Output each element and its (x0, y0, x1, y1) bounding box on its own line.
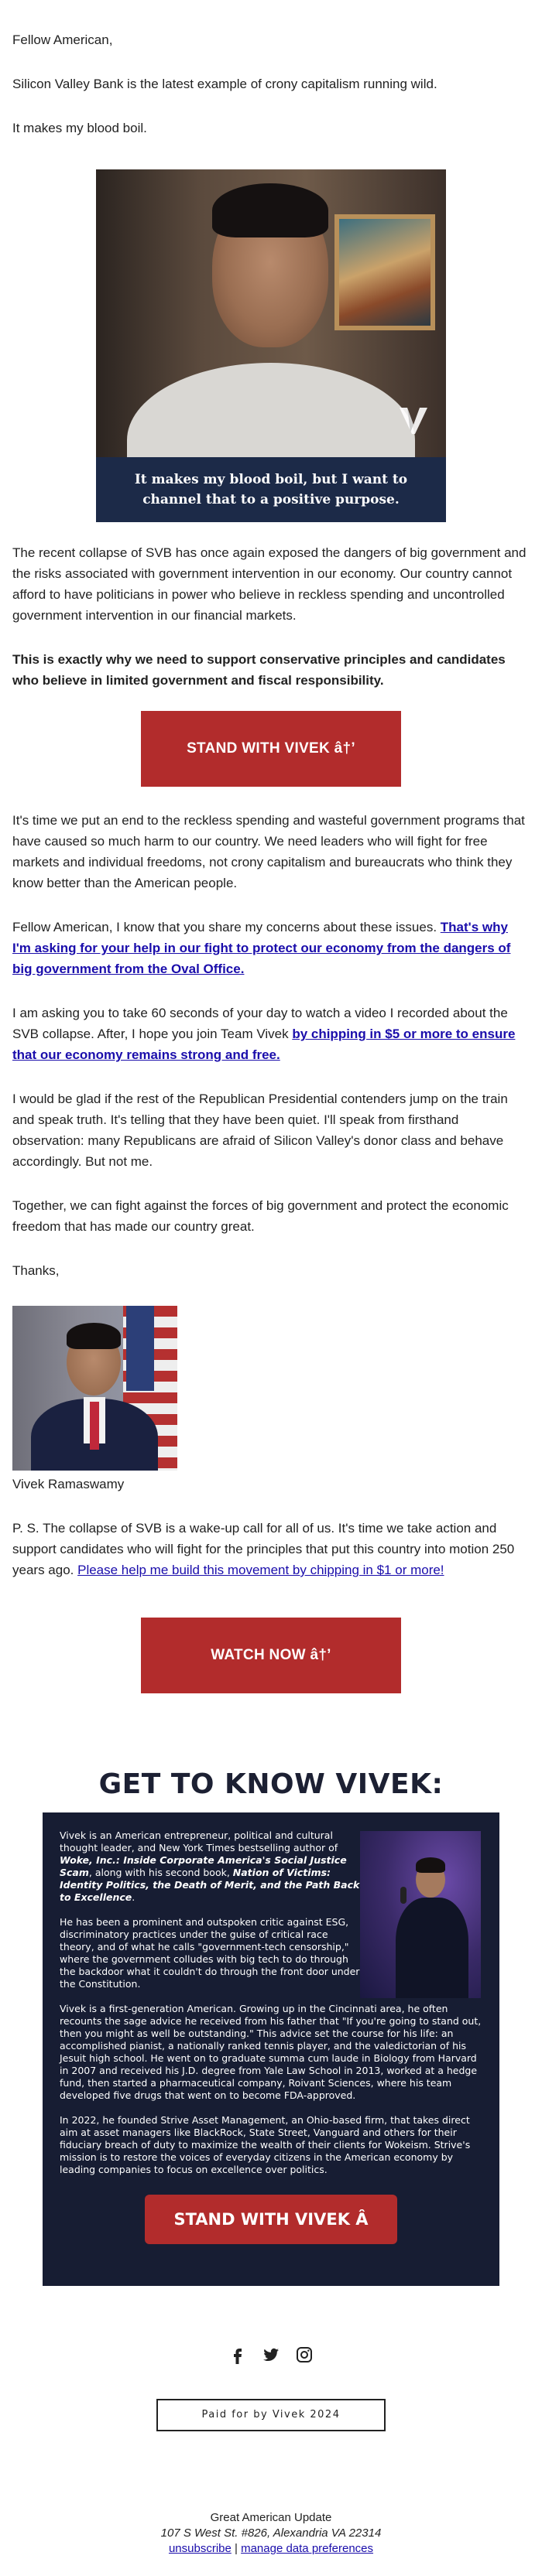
help-fight-link[interactable]: That's why I'm asking for your help in our fight to protect our economy from the dangers of big government from the Oval Office. (12, 920, 511, 976)
bio-paragraph-4: In 2022, he founded Strive Asset Management, an Ohio-based firm, that takes direct aim at asset managers like BlackRock, State Street, Vanguard and others for their fiduciary breach of duty to maximize the wealth of their clients for Wokeism. Strive's mission is to restore the voices of everyday citizens in the American economy by leading companies to focus on excellence over politics. (60, 2114, 471, 2175)
get-to-know-title: GET TO KNOW VIVEK: (98, 1768, 444, 1800)
bio-paragraph-2: He has been a prominent and outspoken critic against ESG, discriminatory practices under the guise of critical race theory, and of what he calls "government-tech censorship," where the government colludes with big tech to do through the backdoor what it couldn't do through the front door under the Constitution. (60, 1916, 360, 1990)
greeting: Fellow American, (12, 32, 113, 47)
painting-image (334, 214, 435, 330)
video-frame[interactable] (96, 169, 446, 522)
instagram-icon[interactable] (295, 2345, 314, 2364)
paragraph-reckless-spending: It's time we put an end to the reckless spending and wasteful government programs that have caused so much harm to our country. We need leaders who will fight for free markets and individual freedoms, not crony capitalism and bureaucrats who think they know better than the American people. (12, 813, 525, 890)
concerns-text: Fellow American, I know that you share my concerns about these issues. (12, 920, 441, 934)
paragraph-collapse: The recent collapse of SVB has once again exposed the dangers of big government and the risks associated with government intervention in our economy. Our country cannot afford to have politicians in power who believe in reckless spending and uncontrolled government intervention in our financial markets. (12, 545, 527, 623)
microphone-icon (400, 1887, 406, 1904)
footer-separator: | (231, 2542, 242, 2555)
bio-column-top (60, 1830, 360, 1990)
social-links (0, 2343, 542, 2362)
facebook-icon[interactable] (228, 2345, 247, 2364)
bio-paragraph-3: Vivek is a first-generation American. Growing up in the Cincinnati area, he often recounts the sage advice he received from his father that "If you're going to stand out, then you might as well be outstanding." This advice set the course for his life: an accomplished pianist, a nationally ranked tennis player, and the valedictorian of his Jesuit high school. He went on to graduate summa cum laude in Biology from Harvard in 2007 and received his J.D. degree from Yale Law School in 2013, worked at a hedge fund, then started a pharmaceutical company, Roivant Sciences, where his team developed five drugs that went on to become FDA-approved. (60, 2003, 482, 2101)
bio-photo-suit (396, 1898, 468, 1998)
paragraph-blood-boil: It makes my blood boil. (12, 121, 147, 135)
bio-intro-text: Vivek is an American entrepreneur, political and cultural thought leader, and New York Times bestselling author of (60, 1830, 338, 1853)
video-thumbnail[interactable] (96, 169, 446, 522)
unsubscribe-link[interactable]: unsubscribe (168, 2542, 232, 2555)
portrait-hair (67, 1323, 121, 1349)
bio-photo (360, 1831, 481, 1998)
paragraph-republicans: I would be glad if the rest of the Republican Presidential contenders jump on the train and speak truth. It's telling that they have been quiet. I'll speak from firsthand observation: many Republicans are afraid of Silicon Valley's donor class and behave accordingly. But not me. (12, 1092, 508, 1169)
footer (0, 2510, 542, 2557)
speaker-hair (212, 183, 328, 237)
bio-photo-hair (416, 1857, 445, 1873)
paragraph-concerns (12, 917, 530, 979)
footer-org: Great American Update (210, 2511, 332, 2524)
watch-now-button[interactable]: WATCH NOW â†’ (141, 1618, 401, 1693)
caption-line-1: It makes my blood boil, but I want to (134, 472, 408, 487)
video-request-text: I am asking you to take 60 seconds of your day to watch a video I recorded about the SVB collapse. After, I hope you join Team Vivek (12, 1006, 508, 1041)
manage-preferences-link[interactable]: manage data preferences (241, 2542, 374, 2555)
twitter-icon[interactable] (262, 2345, 280, 2364)
bio-paragraph-1 (60, 1830, 360, 1904)
portrait-tie (90, 1402, 99, 1450)
caption-line-2: channel that to a positive purpose. (142, 492, 400, 507)
ps-text: P. S. The collapse of SVB is a wake-up call for all of us. It's time we take action and support candidates who will fight for the principles that put this country into motion 250 years ago. (12, 1521, 515, 1577)
paid-for-disclaimer: Paid for by Vivek 2024 (156, 2399, 386, 2431)
cta-wrap-2 (12, 1618, 530, 1693)
cta-wrap-1 (12, 711, 530, 787)
vivek-logo-icon (398, 405, 429, 436)
bio-card (43, 1812, 499, 2286)
video-caption (96, 457, 446, 522)
chip-in-5-link[interactable]: by chipping in $5 or more to ensure that our economy remains strong and free. (12, 1027, 516, 1062)
paragraph-video-request (12, 1003, 530, 1065)
signature-name: Vivek Ramaswamy (12, 1477, 125, 1491)
thanks: Thanks, (12, 1263, 60, 1278)
footer-address: 107 S West St. #826, Alexandria VA 22314 (160, 2526, 382, 2540)
paragraph-ps (12, 1518, 530, 1580)
paragraph-together: Together, we can fight against the forces of big government and protect the economic freedom that has made our country great. (12, 1198, 509, 1234)
chip-in-1-link[interactable]: Please help me build this movement by chipping in $1 or more! (77, 1563, 444, 1577)
bio-intro-end: . (132, 1891, 136, 1903)
book-nation-of-victims: Nation of Victims: Identity Politics, the Death of Merit, and the Path Back to Excellence (60, 1867, 360, 1903)
bio-intro-mid: , along with his second book, (88, 1867, 233, 1878)
signature-portrait (12, 1306, 177, 1471)
footer-links (0, 2541, 542, 2557)
book-woke-inc: Woke, Inc.: Inside Corporate America's Social Justice Scam (60, 1854, 347, 1878)
paragraph-conservative: This is exactly why we need to support conservative principles and candidates who believe in limited government and fiscal responsibility. (12, 652, 506, 688)
stand-with-vivek-button[interactable]: STAND WITH VIVEK â†’ (141, 711, 401, 787)
bio-stand-with-vivek-button[interactable]: STAND WITH VIVEK Â (145, 2195, 397, 2244)
paragraph-svb-intro: Silicon Valley Bank is the latest example of crony capitalism running wild. (12, 77, 437, 91)
flag-canton (126, 1306, 154, 1391)
